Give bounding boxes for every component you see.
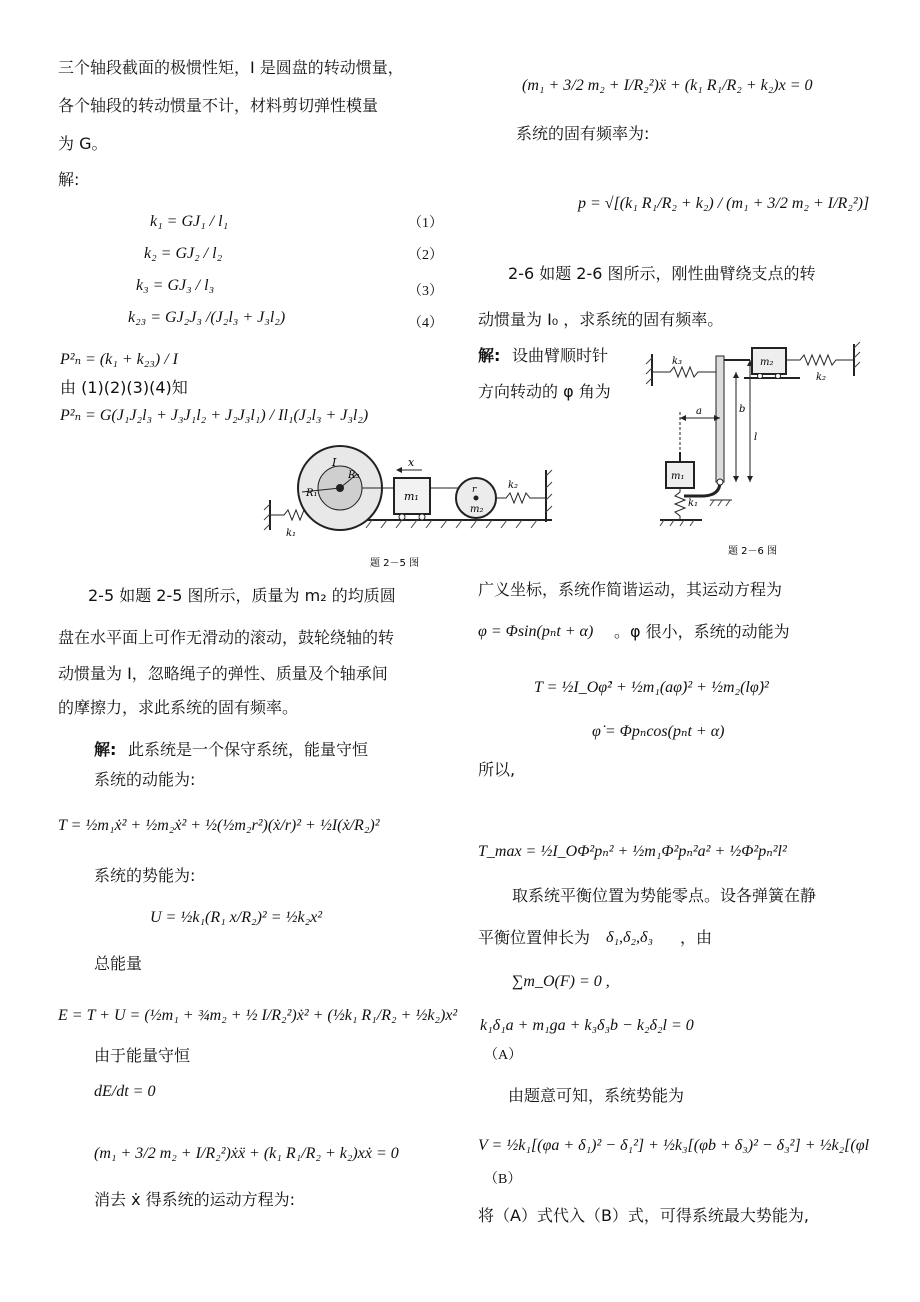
deltas-text: δ₁,δ₂,δ₃ — [606, 929, 653, 946]
pn-equation: P²ₙ = (k₁ + k₂₃) / I — [60, 351, 178, 368]
figure-2-5-caption: 题 2－5 图 — [370, 558, 420, 569]
problem-2-5-line-2: 盘在水平面上可作无滑动的滚动，鼓轮绕轴的转 — [58, 628, 395, 647]
potential-label-2-6: 由题意可知，系统势能为 — [508, 1086, 685, 1105]
solution-2-6-label: 解: — [478, 346, 501, 365]
kinetic-label: 系统的动能为: — [94, 770, 196, 789]
phi-dot-equation: φ̇ = Φpₙcos(pₙt + α) — [592, 723, 725, 740]
solution-label: 解: — [58, 170, 80, 189]
kinetic-energy-2-6: T = ½I_Oφ̇² + ½m₁(aφ̇)² + ½m₂(lφ̇)² — [534, 679, 769, 696]
phi-equation: φ = Φsin(pₙt + α) — [478, 623, 594, 640]
problem-2-6-line-1: 2-6 如题 2-6 图所示，刚性曲臂绕支点的转 — [508, 264, 816, 283]
fig26-label-k1: k₁ — [688, 498, 699, 509]
conservation-label: 由于能量守恒 — [94, 1046, 191, 1065]
zero-potential-line-2b: ，由 — [680, 928, 713, 947]
zero-potential-line-2a: 平衡位置伸长为 — [478, 928, 591, 947]
derivative-equation: (m₁ + 3/2 m₂ + I/R₂²)ẋẍ + (k₁ R₁/R₂ + k₂)xẋ = 0 — [94, 1145, 399, 1162]
fig25-label-I: I — [332, 456, 337, 469]
fig25-label-k1: k₁ — [286, 528, 297, 539]
solution-2-6-line-1: 设曲臂顺时针 — [512, 346, 609, 365]
problem-2-6-line-2: 动惯量为 I₀ ，求系统的固有频率。 — [478, 310, 724, 329]
moment-equation: ∑m_O(F) = 0 , — [512, 973, 610, 990]
fig25-label-r: r — [472, 485, 477, 495]
solution-2-5-text: 此系统是一个保守系统，能量守恒 — [128, 740, 369, 759]
natural-frequency-equation: p = √[(k₁ R₁/R₂ + k₂) / (m₁ + 3/2 m₂ + I/R₂²)] — [578, 195, 870, 212]
T-max-equation: T_max = ½I_OΦ²pₙ² + ½m₁Φ²pₙ²a² + ½Φ²pₙ²l² — [478, 843, 787, 860]
dE-dt-equation: dE/dt = 0 — [94, 1083, 156, 1100]
equation-1: k₁ = GJ₁ / l₁ — [150, 213, 229, 230]
potential-equation-clip — [478, 1136, 920, 1156]
total-energy-equation: E = T + U = (½m₁ + ¾m₂ + ½ I/R₂²)ẋ² + (½k₁ R₁/R₂ + ½k₂)x² — [58, 1007, 458, 1024]
potential-label: 系统的势能为: — [94, 866, 196, 885]
balance-equation: k₁δ₁a + m₁ga + k₃δ₃b − k₂δ₂l = 0 — [480, 1017, 694, 1034]
total-energy-label: 总能量 — [94, 954, 143, 973]
zero-potential-line-1: 取系统平衡位置为势能零点。设各弹簧在静 — [512, 886, 817, 905]
solution-2-6-line-2: 方向转动的 φ 角为 — [478, 382, 611, 401]
fig26-label-k2: k₂ — [816, 372, 827, 383]
equation-3: k₃ = GJ₃ / l₃ — [136, 277, 215, 294]
pn-final-equation: P²ₙ = G(J₁J₂l₃ + J₃J₁l₂ + J₂J₃l₁) / Il₁(J₂l₃ + J₃l₂) — [60, 407, 369, 424]
figure-2-5 — [262, 440, 562, 580]
potential-equation-2-6: V = ½k₁[(φa + δ₁)² − δ₁²] + ½k₃[(φb + δ₃)² − δ₃²] + ½k₂[(φl — [478, 1137, 870, 1154]
fig26-label-a: a — [696, 406, 702, 417]
solution-2-5-label: 解: — [94, 740, 117, 759]
fig25-label-R1: R₁ — [306, 488, 318, 499]
tag-A: （A） — [484, 1048, 523, 1063]
fig25-label-x: x — [408, 456, 415, 469]
kinetic-energy-equation: T = ½m₁ẋ² + ½m₂ẋ² + ½(½m₂r²)(ẋ/r)² + ½I(ẋ/R₂)² — [58, 817, 380, 834]
potential-energy-equation: U = ½k₁(R₁ x/R₂)² = ½k₂x² — [150, 909, 323, 926]
equation-3-tag: （3） — [408, 284, 443, 299]
figure-2-6-caption: 题 2－6 图 — [728, 546, 778, 557]
fig25-label-m2: m₂ — [470, 504, 484, 515]
problem-2-5-line-4: 的摩擦力，求此系统的固有频率。 — [58, 698, 299, 717]
figure-2-6 — [640, 340, 880, 565]
equation-1-tag: （1） — [408, 216, 443, 231]
motion-equation: (m₁ + 3/2 m₂ + I/R₂²)ẍ + (k₁ R₁/R₂ + k₂)x = 0 — [522, 77, 813, 94]
final-substitution-line: 将（A）式代入（B）式，可得系统最大势能为, — [478, 1206, 810, 1225]
equation-4: k₂₃ = GJ₂J₃ /(J₂l₃ + J₃l₂) — [128, 309, 286, 326]
equation-4-tag: （4） — [408, 316, 443, 331]
problem-2-5-line-1: 2-5 如题 2-5 图所示，质量为 m₂ 的均质圆 — [88, 586, 396, 605]
phi-tail-text: 。φ 很小，系统的动能为 — [614, 622, 790, 641]
intro-line-2: 各个轴段的转动惯量不计，材料剪切弹性模量 — [58, 96, 379, 115]
natural-frequency-label: 系统的固有频率为: — [516, 124, 650, 143]
so-label: 所以, — [478, 760, 516, 779]
by-equations-text: 由 (1)(2)(3)(4)知 — [60, 378, 188, 397]
fig25-label-m1: m₁ — [404, 490, 419, 503]
fig26-label-m2: m₂ — [760, 357, 774, 368]
fig26-label-k3: k₃ — [672, 356, 683, 367]
fig26-label-l: l — [754, 432, 758, 443]
eliminate-label: 消去 ẋ 得系统的运动方程为: — [94, 1190, 296, 1209]
intro-line-1: 三个轴段截面的极惯性矩，I 是圆盘的转动惯量， — [58, 58, 404, 77]
equation-2: k₂ = GJ₂ / l₂ — [144, 245, 223, 262]
tag-B: （B） — [484, 1172, 522, 1187]
fig26-label-m1: m₁ — [671, 471, 685, 482]
intro-line-3: 为 G。 — [58, 134, 108, 153]
equation-2-tag: （2） — [408, 248, 443, 263]
fig26-label-b: b — [739, 404, 746, 415]
problem-2-5-line-3: 动惯量为 I，忽略绳子的弹性、质量及个轴承间 — [58, 664, 388, 683]
generalized-coordinate-line: 广义坐标，系统作简谐运动，其运动方程为 — [478, 580, 783, 599]
fig25-label-R3: R₃ — [348, 470, 360, 481]
fig25-label-k2: k₂ — [508, 480, 519, 491]
